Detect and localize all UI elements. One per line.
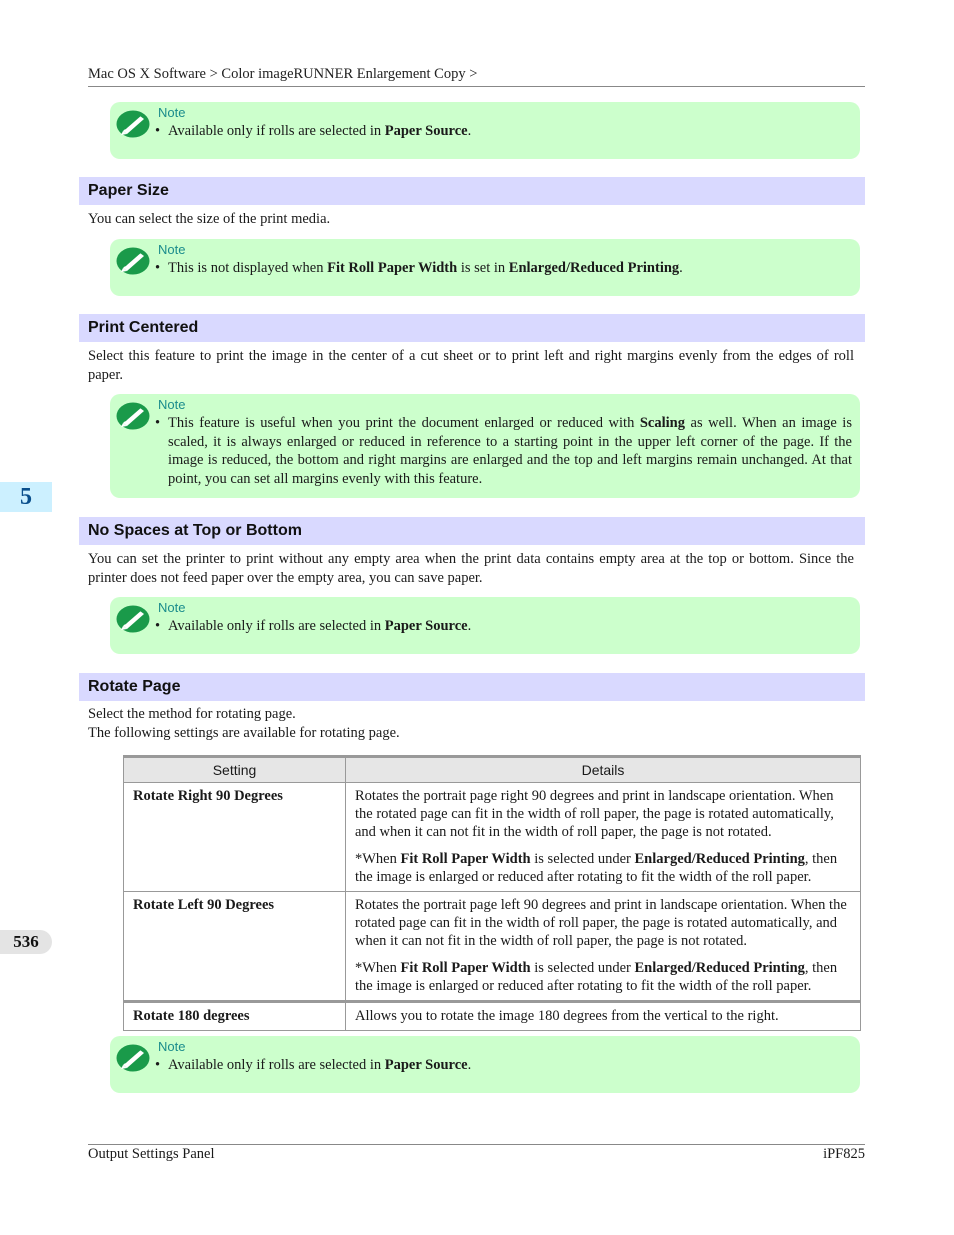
note-text-part: This feature is useful when you print the document enlarged or reduced with [168,415,640,431]
details-cell [346,1002,861,1031]
details-bold-term: Enlarged/Reduced Printing [634,960,805,976]
breadcrumb: Mac OS X Software > Color imageRUNNER Enlargement Copy > [88,66,478,82]
pencil-note-icon [116,1044,150,1072]
note-text-part: This is not displayed when [168,260,328,276]
note-bold-term: Paper Source [384,1057,468,1073]
details-cell [346,783,861,892]
note-title: Note [158,397,186,412]
note-title: Note [158,600,186,615]
note-box [110,597,860,654]
details-bold-term: Fit Roll Paper Width [400,960,531,976]
note-text-part: Available only if rolls are selected in [168,1057,385,1073]
section-header [79,177,865,205]
note-text-part: as well. When an image is scaled, it is always enlarged or reduced in reference to a starting point in the upper left corner of the page. If the image is reduced, the bottom and right margins are enlarged and the top and left margins remain unchanged. At that point, you can set all margins evenly with this feature. [168,415,852,487]
section-header [79,314,865,342]
note-bold-term: Paper Source [384,123,468,139]
note-title: Note [158,1039,186,1054]
details-bold-term: Enlarged/Reduced Printing [634,851,805,867]
note-text [168,1056,471,1075]
footer-divider [88,1144,865,1145]
note-box [110,239,860,296]
paragraph: You can select the size of the print media. [88,211,331,227]
note-text [168,414,852,488]
note-text [168,617,471,636]
pencil-note-icon [116,110,150,138]
note-text-part: Available only if rolls are selected in [168,123,385,139]
paragraph: Select this feature to print the image in the center of a cut sheet or to print left and right margins evenly from the edges of roll paper. [88,348,854,383]
details-text-part: , then the image is enlarged or reduced after rotating to fit the width of the roll paper. [355,851,838,885]
setting-cell: Rotate Left 90 Degrees [124,892,346,1002]
setting-cell: Rotate Right 90 Degrees [124,783,346,892]
table-row [124,1002,861,1031]
details-text-part: , then the image is enlarged or reduced after rotating to fit the width of the roll paper. [355,960,838,994]
table-header-row [124,757,861,783]
note-body [155,617,852,636]
bullet: • [155,618,161,634]
note-text-part: . [467,618,472,634]
note-body [155,414,852,488]
details-text: Rotates the portrait page left 90 degrees and print in landscape orientation. When the rotated page can fit in the width of roll paper, the page is rotated automatically, and when it can not fit in the width of roll paper, the page is not rotated. [355,897,847,949]
note-box [110,102,860,159]
note-item [155,259,852,278]
note-text-part: Available only if rolls are selected in [168,618,385,634]
note-item [155,1056,852,1075]
section-header [79,673,865,701]
chapter-tab[interactable]: 5 [0,482,52,512]
note-text-part: is set in [457,260,509,276]
pencil-note-icon [116,605,150,633]
setting-cell: Rotate 180 degrees [124,1002,346,1031]
note-body [155,259,852,278]
note-bold-term: Enlarged/Reduced Printing [508,260,680,276]
table-row [124,783,861,892]
paragraph: You can set the printer to print without any empty area when the print data contains empty area at the top or bottom. Since the printer does not feed paper over the empty area, you can save paper. [88,551,854,586]
section-title: No Spaces at Top or Bottom [88,522,302,539]
section-header [79,517,865,545]
details-text-part: is selected under [530,960,635,976]
footer-model-name: iPF825 [823,1146,865,1162]
column-header-details: Details [346,757,861,783]
bullet: • [155,260,161,276]
pencil-note-icon [116,402,150,430]
page-number-tab: 536 [0,930,52,954]
details-text-part: *When [355,851,401,867]
pencil-note-icon [116,247,150,275]
rotate-settings-table [123,755,861,1031]
table-row [124,892,861,1002]
details-text-part: is selected under [530,851,635,867]
bullet: • [155,415,161,431]
note-item [155,414,852,488]
details-bold-term: Fit Roll Paper Width [400,851,531,867]
note-body [155,122,852,141]
note-box [110,1036,860,1093]
column-header-setting: Setting [124,757,346,783]
section-title: Print Centered [88,319,199,336]
note-body [155,1056,852,1075]
bullet: • [155,123,161,139]
details-text: Allows you to rotate the image 180 degrees from the vertical to the right. [355,1008,779,1024]
note-bold-term: Scaling [639,415,685,431]
bullet: • [155,1057,161,1073]
header-divider [88,86,865,87]
section-title: Paper Size [88,182,169,199]
note-text-part: . [467,1057,472,1073]
details-text [355,959,851,995]
note-text [168,259,683,278]
details-cell [346,892,861,1002]
note-title: Note [158,105,186,120]
note-bold-term: Fit Roll Paper Width [327,260,458,276]
paragraph: The following settings are available for rotating page. [88,725,400,741]
details-text-part: *When [355,960,401,976]
note-bold-term: Paper Source [384,618,468,634]
note-title: Note [158,242,186,257]
section-title: Rotate Page [88,678,181,695]
note-text [168,122,471,141]
details-text: Rotates the portrait page right 90 degrees and print in landscape orientation. When the rotated page can fit in the width of roll paper, the page is rotated automatically, and when it can not fit in the width of roll paper, the page is not rotated. [355,788,834,840]
note-item [155,122,852,141]
note-item [155,617,852,636]
note-text-part: . [679,260,683,276]
details-text [355,850,851,886]
footer-section-name: Output Settings Panel [88,1146,215,1162]
paragraph: Select the method for rotating page. [88,706,296,722]
note-box [110,394,860,498]
note-text-part: . [467,123,472,139]
